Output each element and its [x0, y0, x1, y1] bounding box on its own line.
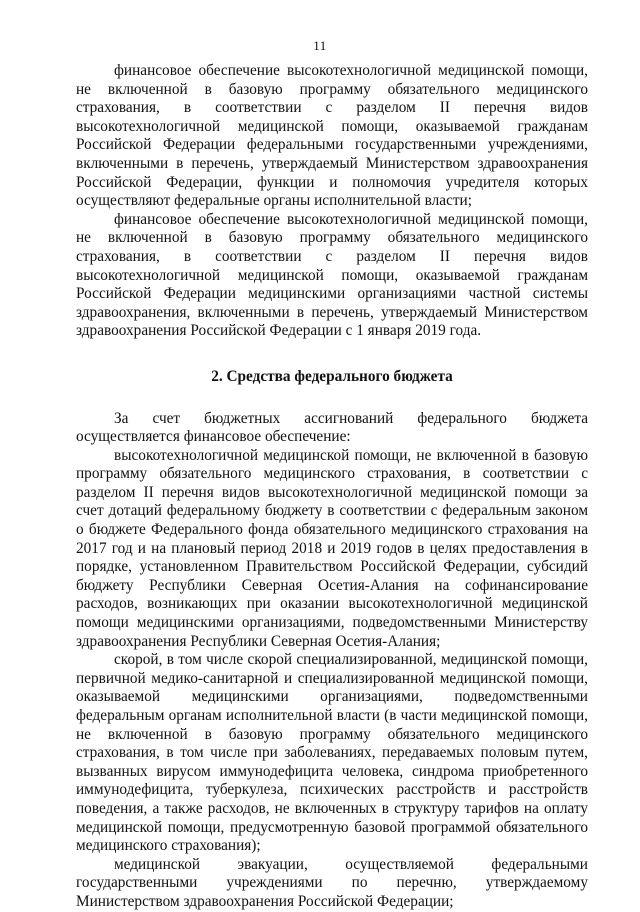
paragraph-hightech-federal-institutions: финансовое обеспечение высокотехнологичной медицинской помощи, не включенной в базовую программу обязательного медицинского страхования, в соответствии с разделом II перечня видов высокотехнологичной медицинской помощи, оказываемой гражданам Российской Федерации федеральными государственными учреждениями, включенными в перечень, утверждаемый Министерством здравоохранения Российской Федерации, функции и полномочия учредителя которых осуществляют федеральные органы исполнительной власти;: [76, 62, 588, 210]
paragraph-medical-evacuation: медицинской эвакуации, осуществляемой федеральными государственными учреждениями по перечню, утверждаемому Министерством здравоохранения Российской Федерации;: [76, 855, 588, 910]
paragraph-hightech-subsidies: высокотехнологичной медицинской помощи, не включенной в базовую программу обязательного медицинского страхования, в соответствии с разделом II перечня видов высокотехнологичной медицинской помощи за счет дотаций федеральному бюджету в соответствии с федеральным законом о бюджете Федерального фонда обязательного медицинского страхования на 2017 год и на плановый период 2018 и 2019 годов в целях предоставления в порядке, установленном Правительством Российской Федерации, субсидий бюджету Республики Северная Осетия-Алания на софинансирование расходов, возникающих при оказании высокотехнологичной медицинской помощи медицинскими организациями, подведомственными Министерству здравоохранения Республики Северная Осетия-Алания;: [76, 446, 588, 650]
paragraph-hightech-private-organizations: финансовое обеспечение высокотехнологичной медицинской помощи, не включенной в базовую программу обязательного медицинского страхования, в соответствии с разделом II перечня видов высокотехнологичной медицинской помощи, оказываемой гражданам Российской Федерации медицинскими организациями частной системы здравоохранения, включенными в перечень, утверждаемый Министерством здравоохранения Российской Федерации с 1 января 2019 года.: [76, 210, 588, 340]
paragraph-federal-budget-intro: За счет бюджетных ассигнований федерального бюджета осуществляется финансовое обеспечение:: [76, 409, 588, 446]
paragraph-emergency-care: скорой, в том числе скорой специализированной, медицинской помощи, первичной медико-санитарной и специализированной медицинской помощи, оказываемой медицинскими организациями, подведомственными федеральным органам исполнительной власти (в части медицинской помощи, не включенной в базовую программу обязательного медицинского страхования, в том числе при заболеваниях, передаваемых половым путем, вызванных вирусом иммунодефицита человека, синдрома приобретенного иммунодефицита, туберкулеза, психических расстройств и расстройств поведения, а также расходов, не включенных в структуру тарифов на оплату медицинской помощи, предусмотренную базовой программой обязательного медицинского страхования);: [76, 651, 588, 855]
section-heading: 2. Средства федерального бюджета: [211, 367, 453, 385]
page-number: 11: [313, 38, 327, 53]
document-body: [76, 62, 588, 912]
